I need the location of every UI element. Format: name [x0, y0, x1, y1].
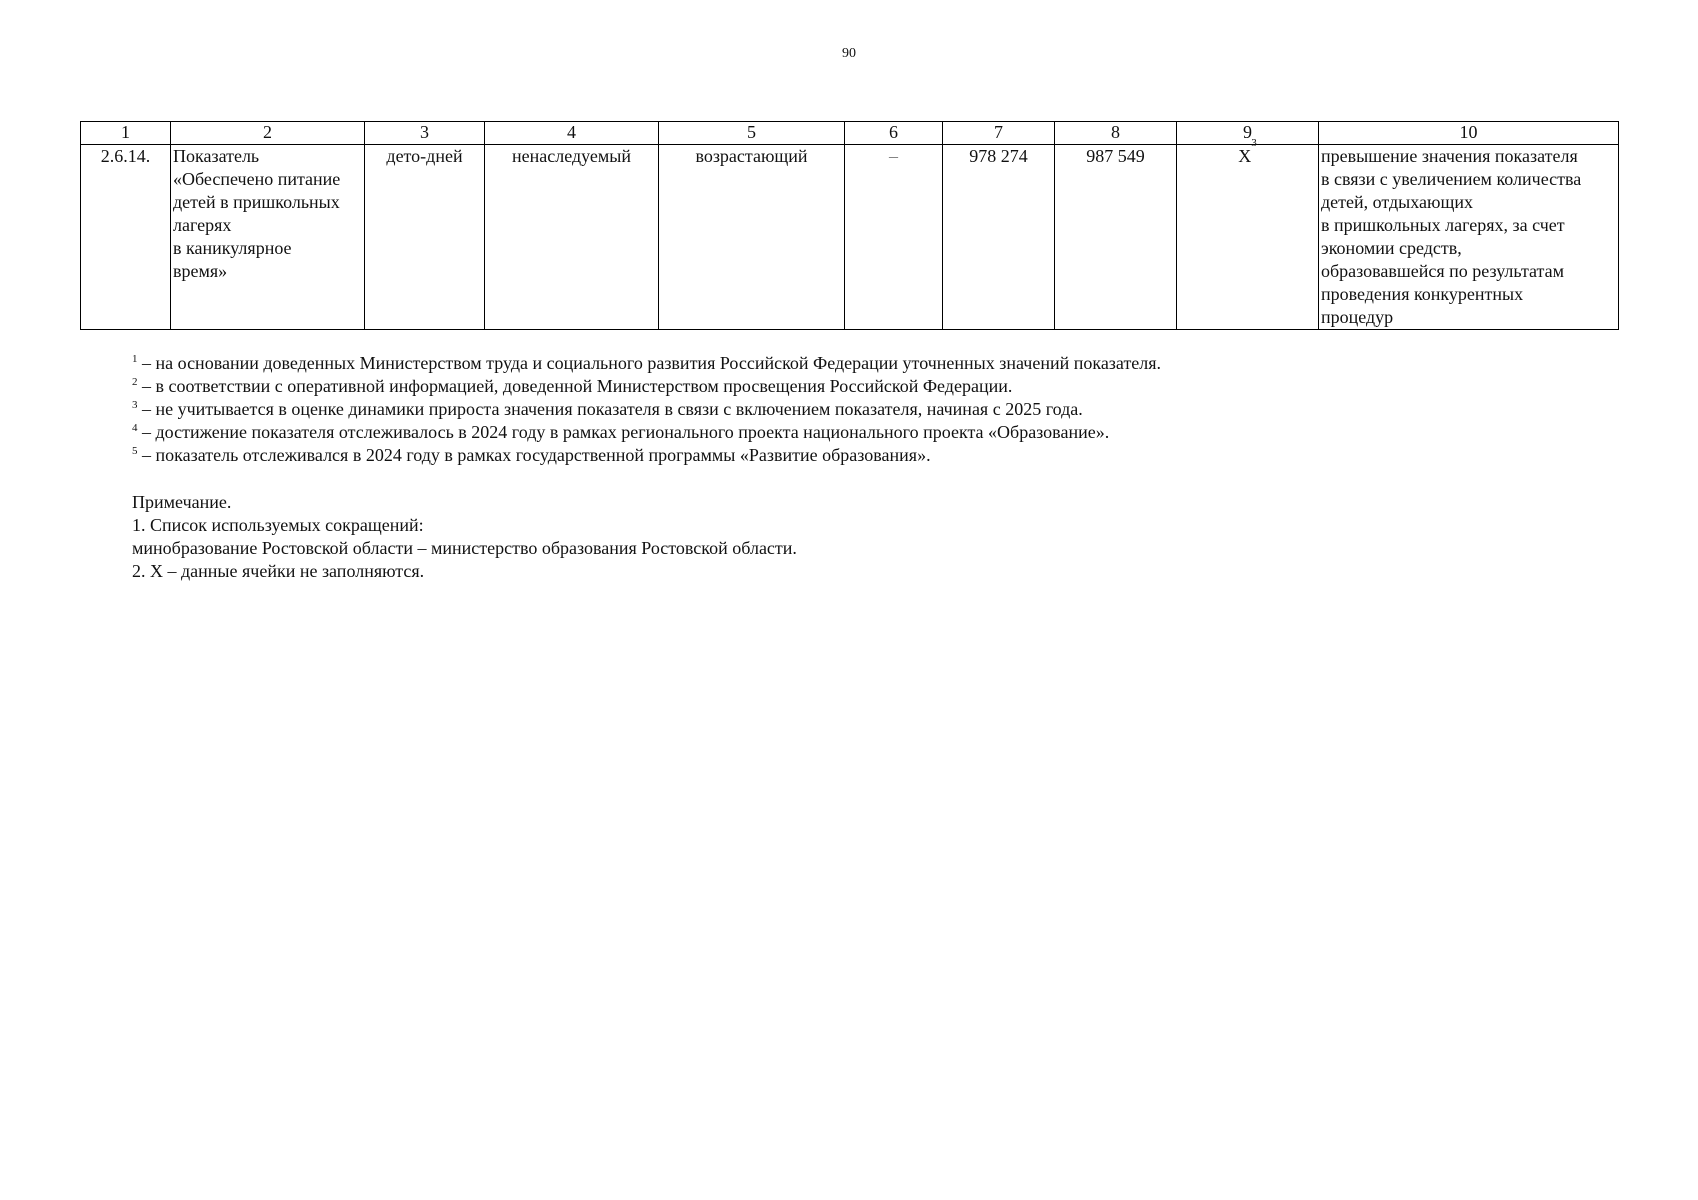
- column-6-cell: –: [845, 145, 943, 330]
- footnotes: [132, 352, 1592, 467]
- footnote: [132, 421, 1592, 444]
- footnote-mark: 5: [132, 445, 138, 457]
- note-block: [132, 491, 1592, 583]
- column-header: 3: [365, 122, 485, 145]
- direction-cell: возрастающий: [659, 145, 845, 330]
- footnote-text: – на основании доведенных Министерством труда и социального развития Российской Федерации уточненных значений показателя.: [137, 353, 1162, 373]
- indicator-name-cell: Показатель «Обеспечено питание детей в пришкольных лагерях в каникулярное время»: [171, 145, 365, 330]
- column-header: 6: [845, 122, 943, 145]
- column-9-value: X: [1238, 146, 1252, 166]
- row-number-cell: 2.6.14.: [81, 145, 171, 330]
- table-header-row: [81, 122, 1619, 145]
- indicator-type-cell: ненаследуемый: [485, 145, 659, 330]
- table-row: [81, 145, 1619, 330]
- footnote-mark: 3: [132, 399, 138, 411]
- column-8-value-cell: 987 549: [1055, 145, 1177, 330]
- footnote-text: – показатель отслеживался в 2024 году в рамках государственной программы «Развитие образования».: [137, 445, 931, 465]
- unit-cell: дето-дней: [365, 145, 485, 330]
- column-header: 5: [659, 122, 845, 145]
- column-header: 10: [1319, 122, 1619, 145]
- column-header: 1: [81, 122, 171, 145]
- footnote: [132, 444, 1592, 467]
- footnote-text: – достижение показателя отслеживалось в 2024 году в рамках регионального проекта национального проекта «Образование».: [137, 422, 1110, 442]
- column-header: 8: [1055, 122, 1177, 145]
- footnote-text: – не учитывается в оценке динамики прироста значения показателя в связи с включением показателя, начиная с 2025 года.: [137, 399, 1083, 419]
- column-9-cell: [1177, 137, 1319, 330]
- note-line: 1. Список используемых сокращений:: [132, 515, 424, 535]
- footnote-mark: 2: [132, 376, 138, 388]
- column-header: 4: [485, 122, 659, 145]
- footnote-text: – в соответствии с оперативной информацией, доведенной Министерством просвещения Российской Федерации.: [137, 376, 1013, 396]
- footnote-mark: 4: [132, 422, 138, 434]
- column-7-value-cell: 978 274: [943, 145, 1055, 330]
- footnote-mark: 1: [132, 353, 138, 365]
- deviation-reason-cell: превышение значения показателя в связи с увеличением количества детей, отдыхающих в пришкольных лагерях, за счет экономии средств, образовавшейся по результатам проведения конкурентных процедур: [1319, 145, 1619, 330]
- column-header: 9: [1177, 122, 1319, 145]
- note-line: 2. X – данные ячейки не заполняются.: [132, 561, 425, 581]
- indicators-table: [80, 121, 1619, 330]
- column-header: 2: [171, 122, 365, 145]
- note-title: Примечание.: [132, 492, 232, 512]
- note-line: минобразование Ростовской области – министерство образования Ростовской области.: [132, 538, 797, 558]
- column-header: 7: [943, 122, 1055, 145]
- footnote: [132, 352, 1592, 375]
- page-number: 90: [842, 46, 856, 61]
- footnote-reference: 3: [1251, 137, 1257, 149]
- footnote: [132, 375, 1592, 398]
- footnote: [132, 398, 1592, 421]
